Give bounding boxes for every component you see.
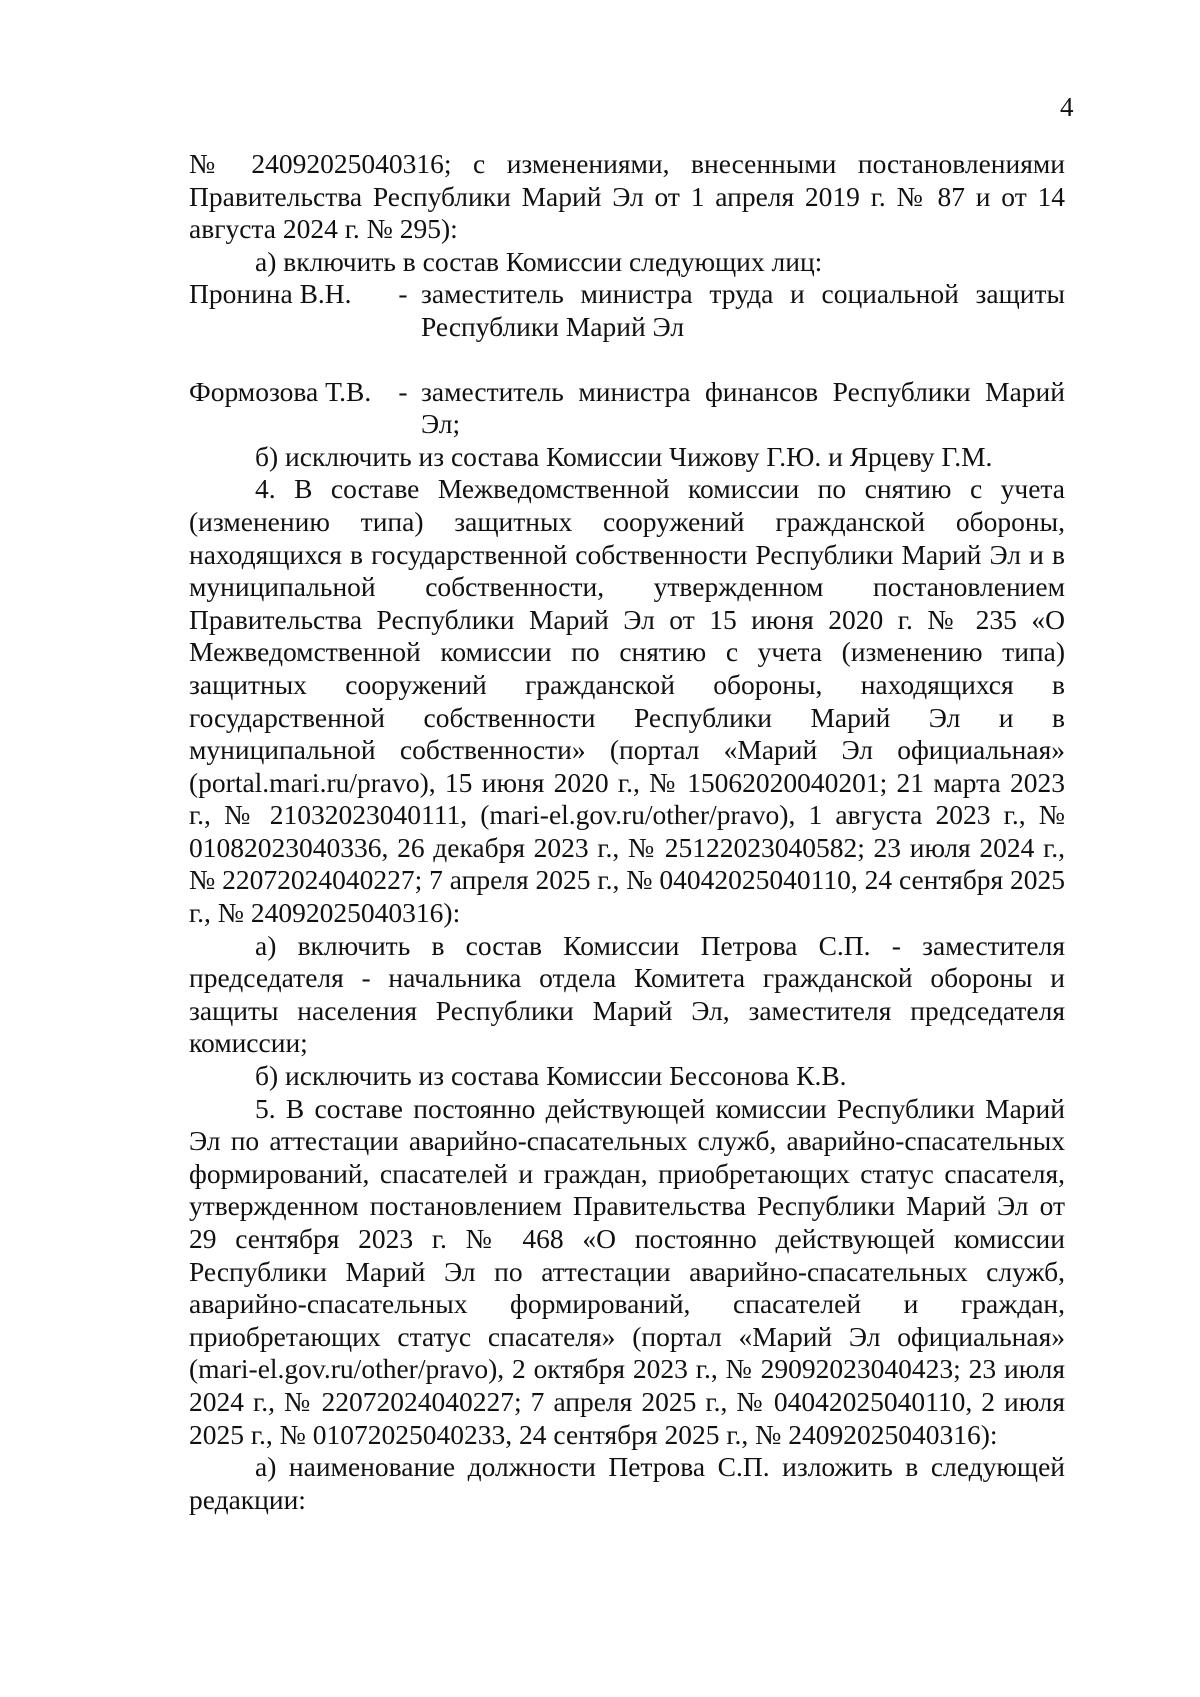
paragraph-item-5: 5. В составе постоянно действующей комиссии Республики Марий Эл по аттестации аварийно-спасательных служб, аварийно-спасательных формирований, спасателей и граждан, приобретающих статус спасателя, утвержденном постановлением Правительства Республики Марий Эл от 29 сентября 2023 г. № 468 «О постоянно действующей комиссии Республики Марий Эл по аттестации аварийно-спасательных служб, аварийно-спасательных формирований, спасателей и граждан, приобретающих статус спасателя» (портал «Марий Эл официальная» (mari-el.gov.ru/other/pravo), 2 октября 2023 г., № 29092023040423; 23 июля 2024 г., № 22072024040227; 7 апреля 2025 г., № 04042025040110, 2 июля 2025 г., № 01072025040233, 24 сентября 2025 г., № 24092025040316): [189, 1092, 1065, 1450]
person-entry [189, 376, 1065, 441]
person-dash: - [398, 375, 408, 407]
person-entry [189, 278, 1065, 343]
person-name: Пронина В.Н. [189, 278, 352, 310]
page-number: 4 [1060, 92, 1074, 122]
paragraph-include-persons: а) включить в состав Комиссии следующих лиц: [255, 245, 823, 277]
blank-gap [189, 344, 1065, 376]
person-role: заместитель министра труда и социальной защиты Республики Марий Эл [421, 278, 1065, 342]
person-dash: - [398, 278, 408, 310]
person-name: Формозова Т.В. [189, 375, 372, 407]
document-body [189, 148, 1065, 1516]
paragraph-exclude-persons: б) исключить из состава Комиссии Чижову Г.Ю. и Ярцеву Г.М. [255, 440, 993, 472]
paragraph-item-4: 4. В составе Межведомственной комиссии по снятию с учета (изменению типа) защитных сооружений гражданской обороны, находящихся в государственной собственности Республики Марий Эл и в муниципальной собственности, утвержденном постановлением Правительства Республики Марий Эл от 15 июня 2020 г. № 235 «О Межведомственной комиссии по снятию с учета (изменению типа) защитных сооружений гражданской обороны, находящихся в государственной собственности Республики Марий Эл и в муниципальной собственности» (портал «Марий Эл официальная» (portal.mari.ru/pravo), 15 июня 2020 г., № 15062020040201; 21 марта 2023 г., № 21032023040111, (mari-el.gov.ru/other/pravo), 1 августа 2023 г., № 01082023040336, 26 декабря 2023 г., № 25122023040582; 23 июля 2024 г., № 22072024040227; 7 апреля 2025 г., № 04042025040110, 24 сентября 2025 г., № 24092025040316): [189, 473, 1065, 929]
paragraph-item-4-b: б) исключить из состава Комиссии Бессонова К.В. [255, 1060, 847, 1092]
paragraph-intro-continuation: № 24092025040316; с изменениями, внесенными постановлениями Правительства Республики Марий Эл от 1 апреля 2019 г. № 87 и от 14 августа 2024 г. № 295): [189, 148, 1065, 245]
paragraph-item-4-a: а) включить в состав Комиссии Петрова С.П. - заместителя председателя - начальника отдела Комитета гражданской обороны и защиты населения Республики Марий Эл, заместителя председателя комиссии; [189, 929, 1065, 1059]
paragraph-item-5-a: а) наименование должности Петрова С.П. изложить в следующей редакции: [189, 1451, 1065, 1515]
person-role: заместитель министра финансов Республики Марий Эл; [421, 375, 1065, 440]
